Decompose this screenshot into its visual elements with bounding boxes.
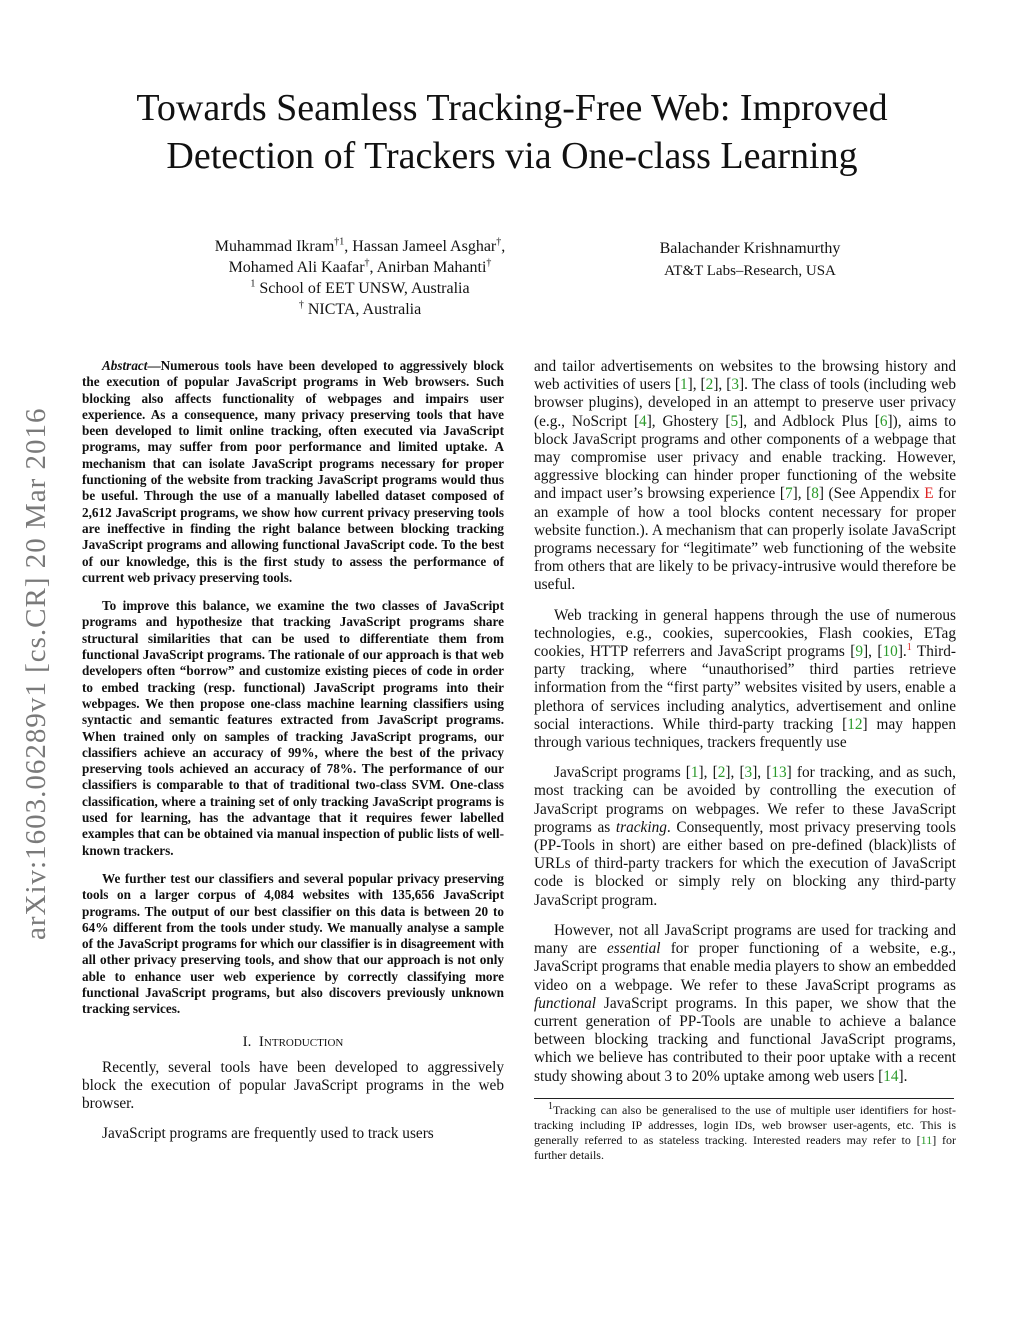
- citation-link[interactable]: 5: [730, 412, 739, 430]
- title-line-1: Towards Seamless Tracking-Free Web: Improved: [136, 87, 888, 129]
- arxiv-stamp: arXiv:1603.06289v1 [cs.CR] 20 Mar 2016: [20, 407, 52, 940]
- citation-link[interactable]: 7: [784, 485, 793, 503]
- citation-link[interactable]: 14: [883, 1067, 899, 1085]
- affiliation-1: $^1$ School of EET UNSW, Australia: [250, 278, 470, 297]
- footnote-rule: [534, 1098, 954, 1099]
- citation-link[interactable]: 3: [731, 376, 739, 394]
- author-line-1: Muhammad Ikram$^{\dagger 1}$, Hassan Jameel Asghar†,: [214, 236, 506, 255]
- intro-p1: Recently, several tools have been developed to aggressively block the execution of popular JavaScript programs in the web browser.: [82, 1058, 504, 1112]
- citation-link[interactable]: 4: [639, 412, 647, 430]
- intro-p2: JavaScript programs are frequently used to track users: [102, 1125, 434, 1143]
- citation-link[interactable]: 1: [679, 376, 688, 394]
- title-line-2: Detection of Trackers via One-class Learning: [166, 135, 858, 177]
- body-p3: JavaScript programs [1], [2], [3], [13] for tracking, and as such, most tracking can be avoided by controlling the execution of JavaScript programs on webpages. We refer to these JavaScript programs as tracking. Consequently, most privacy preserving tools (PP-Tools in short) are either based on pre-defined (black)lists of URLs of third-party trackers for which the execution of JavaScript code is blocked or simply rely on blocking any third-party JavaScript program.: [534, 764, 956, 909]
- footnote-1: $^1$Tracking can also be generalised to the use of multiple user identifiers for host-tracking including IP addresses, login IDs, web browser user-agents, etc. This is generally referred to as stateless tracking. Interested readers may refer to [11] for further details.: [534, 1100, 956, 1163]
- section-heading-introduction: I. Introduction: [242, 1033, 344, 1050]
- affiliation-2: † NICTA, Australia: [298, 299, 422, 318]
- citation-link[interactable]: 6: [879, 412, 888, 430]
- body-p2: Web tracking in general happens through the use of numerous technologies, e.g., cookies, supercookies, Flash cookies, ETag cookies, HTTP referrers and JavaScript programs [9], [10].$^1$ Third-party tracking, where “unauthorised” third parties retrieve information from the “first party” websites visited by users, enable a plethora of services including analytics, advertisement and online social interactions. While third-party tracking [12] may happen through various techniques, trackers frequently use: [534, 606, 956, 752]
- authors-left: [150, 236, 570, 320]
- citation-link[interactable]: 2: [705, 376, 714, 394]
- citation-link[interactable]: 13: [771, 764, 787, 782]
- right-column: [534, 358, 956, 1164]
- body-p1: and tailor advertisements on websites to the browsing history and web activities of users [1], [2], [3]. The class of tools (including web browser plugins), developed in an attempt to preserve user privacy (e.g., NoScript [4], Ghostery [5], and Adblock Plus [6]), aims to block JavaScript programs and other components of a webpage that may compromise user privacy and enable tracking. However, aggressive blocking can hinder proper functioning of the website and impact user’s browsing experience [7], [8] (See Appendix E for an example of how a tool blocks content necessary for proper website function.). A mechanism that can properly isolate JavaScript programs necessary for “legitimate” web functioning of the website from others that are likely to be privacy-intrusive would therefore be useful.: [534, 358, 957, 594]
- authors-right: [610, 238, 890, 282]
- citation-link[interactable]: 11: [920, 1133, 933, 1148]
- citation-link[interactable]: 8: [811, 485, 819, 503]
- body-p4: However, not all JavaScript programs are used for tracking and many are essential for proper functioning of a website, e.g., JavaScript programs that enable media players to show an embedded video on a webpage. We refer to these JavaScript programs as functional JavaScript programs. In this paper, we show that the current generation of PP-Tools are unable to achieve a balance between blocking tracking and functional JavaScript programs, which we believe has contributed to their poor uptake with a recent study showing about 3 to 20% uptake among web users [14].: [534, 921, 956, 1085]
- abstract-p2: To improve this balance, we examine the two classes of JavaScript programs and hypothesize that tracking JavaScript programs share structural similarities that can be used to differentiate them from functional JavaScript programs. The rationale of our approach is that web developers often “borrow” and customize existing pieces of code in order to embed tracking (resp. functional) JavaScript programs into their webpages. We then propose one-class machine learning classifiers using syntactic and semantic features extracted from JavaScript programs. When trained only on samples of tracking JavaScript programs, our classifiers achieve an accuracy of 99%, where the best of the privacy preserving tools achieved an accuracy of 78%. The performance of our classifiers is comparable to that of traditional two-class SVM. One-class classification, where a training set of only tracking JavaScript programs is used for learning, has the advantage that it requires fewer labelled examples that can be obtained via manual inspection of public lists of well-known trackers.: [82, 598, 504, 858]
- citation-link[interactable]: 9: [855, 643, 864, 661]
- abstract-p1: Abstract—Numerous tools have been developed to aggressively block the execution of popular JavaScript programs in Web browsers. Such blocking also affects functionality of webpages and impairs user experience. As a consequence, many privacy preserving tools that have been developed to limit online tracking, often executed via JavaScript programs, may suffer from poor performance and limited uptake. A mechanism that can isolate JavaScript programs necessary for proper functioning of the website from tracking JavaScript programs would thus be useful. Through the use of a manually labelled dataset composed of 2,612 JavaScript programs, we show how current privacy preserving tools are ineffective in finding the right balance between blocking tracking JavaScript programs and allowing functional JavaScript code. To the best of our knowledge, this is the first study to assess the performance of current web privacy preserving tools.: [82, 358, 504, 585]
- appendix-link[interactable]: E: [924, 485, 934, 503]
- citation-link[interactable]: 3: [744, 764, 753, 782]
- affiliation-right: AT&T Labs–Research, USA: [664, 263, 836, 279]
- citation-link[interactable]: 12: [847, 715, 863, 733]
- abstract-p3: We further test our classifiers and several popular privacy preserving tools on a larger corpus of 4,084 websites with 135,656 JavaScript programs. The output of our best classifier on this data is between 20 to 64% different from the tools under study. We manually analyse a sample of the JavaScript programs for which our classifier is in disagreement with all other privacy preserving tools, and show that our approach is not only able to enhance user web experience by correctly classifying more functional JavaScript programs, but also discovers previously unknown tracking services.: [82, 870, 504, 1017]
- citation-link[interactable]: 2: [717, 764, 726, 782]
- citation-link[interactable]: 1: [690, 764, 699, 782]
- author-name-right: Balachander Krishnamurthy: [659, 240, 841, 257]
- footnote-link[interactable]: 1: [906, 641, 912, 653]
- citation-link[interactable]: 10: [882, 643, 898, 661]
- paper-title: [60, 84, 964, 180]
- left-column: [82, 358, 504, 1155]
- author-line-2: Mohamed Ali Kaafar†, Anirban Mahanti†: [228, 257, 492, 276]
